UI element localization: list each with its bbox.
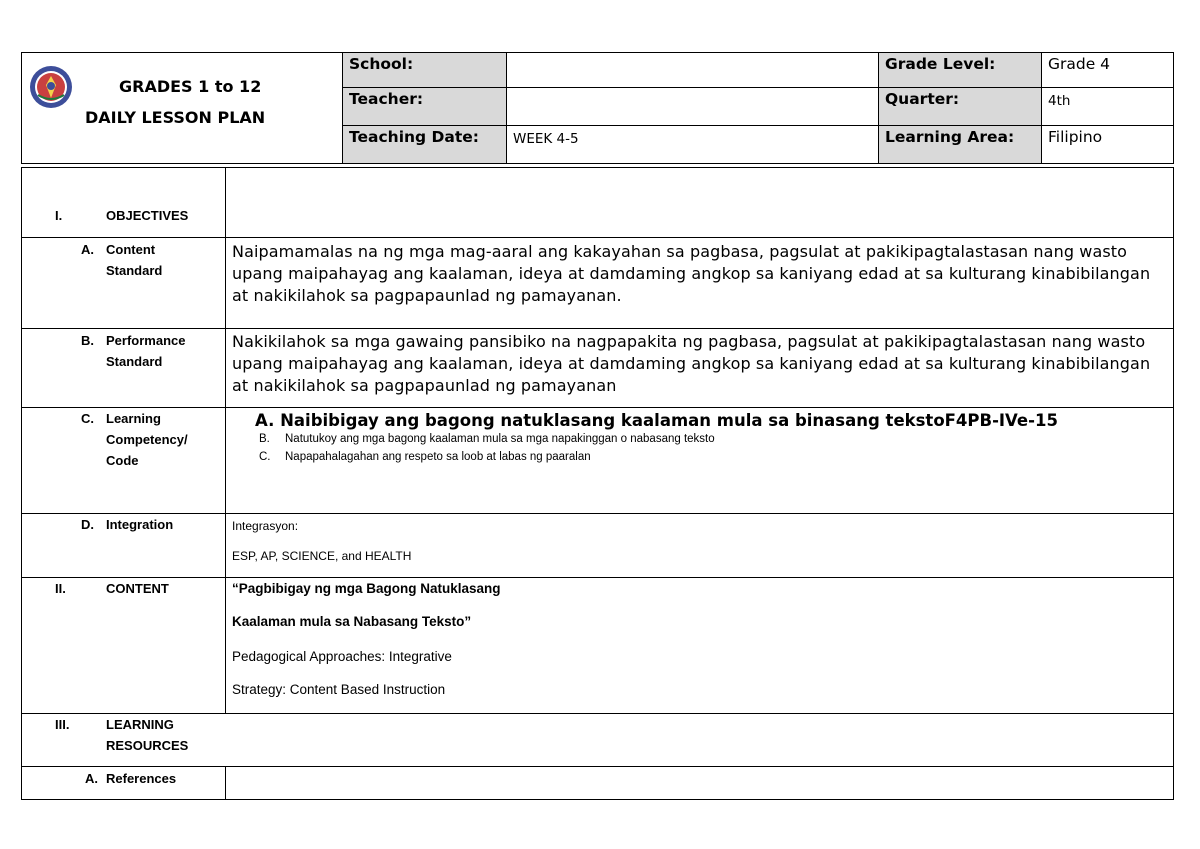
learning-resources-label-line2: RESOURCES xyxy=(106,738,189,753)
objectives-row xyxy=(22,168,1174,238)
lesson-plan-header xyxy=(21,52,1174,164)
learning-resources-label-line1: LEARNING xyxy=(106,717,174,732)
competency-item-c xyxy=(226,451,1173,463)
quarter-label: Quarter: xyxy=(879,88,1042,126)
content-standard-label xyxy=(106,239,162,281)
content-row xyxy=(22,578,1174,714)
pedagogical-approach: Pedagogical Approaches: Integrative xyxy=(232,649,452,664)
learning-competency-row xyxy=(22,408,1174,514)
content-label: CONTENT xyxy=(106,581,169,596)
learning-resources-row xyxy=(22,714,1174,767)
integration-label: Integration xyxy=(106,517,174,532)
school-value[interactable] xyxy=(507,53,879,88)
content-label-cell xyxy=(22,578,226,714)
objectives-label-cell xyxy=(22,168,226,238)
references-row xyxy=(22,767,1174,800)
references-label: References xyxy=(106,771,177,786)
learning-competency-value-cell[interactable] xyxy=(226,408,1174,514)
objectives-number: I. xyxy=(55,208,63,223)
content-standard-key: A. xyxy=(81,242,94,257)
content-standard-label-line1: Content xyxy=(106,242,156,257)
learning-area-label: Learning Area: xyxy=(879,126,1042,164)
performance-standard-label-cell xyxy=(22,329,226,408)
grade-level-label: Grade Level: xyxy=(879,53,1042,88)
header-title-line2: DAILY LESSON PLAN xyxy=(85,108,266,127)
learning-competency-key: C. xyxy=(81,411,94,426)
learning-resources-label-cell xyxy=(22,714,226,767)
quarter-value[interactable]: 4th xyxy=(1042,88,1174,126)
teacher-value[interactable] xyxy=(507,88,879,126)
performance-standard-row xyxy=(22,329,1174,408)
competency-item-a: A. Naibibigay ang bagong natuklasang kaalaman mula sa binasang tekstoF4PB-IVe-15 xyxy=(255,411,1058,430)
competency-item-b-key: B. xyxy=(259,433,270,445)
performance-standard-label-line2: Standard xyxy=(106,354,163,369)
references-label-cell xyxy=(22,767,226,800)
learning-competency-label xyxy=(106,408,188,471)
learning-competency-label-line3: Code xyxy=(106,453,139,468)
header-title-line1: GRADES 1 to 12 xyxy=(119,77,262,96)
learning-competency-label-line1: Learning xyxy=(106,411,161,426)
learning-resources-value-cell[interactable] xyxy=(226,714,1174,767)
learning-area-value[interactable]: Filipino xyxy=(1042,126,1174,164)
performance-standard-text[interactable]: Nakikilahok sa mga gawaing pansibiko na nagpapakita ng pagbasa, pagsulat at pakikipagtalastasan nang wasto upang maipahayag ang kaalaman, ideya at damdaming angkop sa kaniyang edad at sa kulturang kinabibilangan at nakikilahok sa pagpapaunlad ng pamayanan xyxy=(226,329,1174,408)
content-number: II. xyxy=(55,581,66,596)
content-standard-label-cell xyxy=(22,238,226,329)
learning-competency-label-line2: Competency/ xyxy=(106,432,188,447)
strategy: Strategy: Content Based Instruction xyxy=(232,682,446,697)
learning-resources-number: III. xyxy=(55,717,70,732)
references-value-cell[interactable] xyxy=(226,767,1174,800)
integration-label-cell xyxy=(22,514,226,578)
lesson-plan-body xyxy=(21,167,1174,800)
grade-level-value[interactable]: Grade 4 xyxy=(1042,53,1174,88)
integration-line1: Integrasyon: xyxy=(232,519,299,533)
school-label: School: xyxy=(343,53,507,88)
content-standard-label-line2: Standard xyxy=(106,263,163,278)
competency-item-c-text: Napapahalagahan ang respeto sa loob at labas ng paaralan xyxy=(285,451,591,463)
integration-key: D. xyxy=(81,517,94,532)
integration-line2: ESP, AP, SCIENCE, and HEALTH xyxy=(232,549,412,563)
header-title-cell xyxy=(22,53,343,164)
references-key: A. xyxy=(85,771,98,786)
objectives-value-cell[interactable] xyxy=(226,168,1174,238)
competency-item-c-key: C. xyxy=(259,451,271,463)
content-value-cell[interactable] xyxy=(226,578,1174,714)
learning-resources-label xyxy=(106,714,188,756)
content-standard-text[interactable]: Naipamamalas na ng mga mag-aaral ang kakayahan sa pagbasa, pagsulat at pakikipagtalastasan nang wasto upang maipahayag ang kaalaman, ideya at damdaming angkop sa kaniyang edad at sa kulturang kinabibilangan at nakikilahok sa pagpapaunlad ng pamayanan. xyxy=(226,238,1174,329)
deped-seal-icon xyxy=(29,65,73,109)
content-title-line1: “Pagbibigay ng mga Bagong Natuklasang xyxy=(232,581,501,596)
teacher-label: Teacher: xyxy=(343,88,507,126)
learning-competency-label-cell xyxy=(22,408,226,514)
teaching-date-label: Teaching Date: xyxy=(343,126,507,164)
competency-item-b xyxy=(226,433,1173,445)
performance-standard-label xyxy=(106,330,185,372)
performance-standard-key: B. xyxy=(81,333,94,348)
integration-value-cell[interactable] xyxy=(226,514,1174,578)
content-standard-row xyxy=(22,238,1174,329)
objectives-label: OBJECTIVES xyxy=(106,208,189,223)
integration-row xyxy=(22,514,1174,578)
performance-standard-label-line1: Performance xyxy=(106,333,186,348)
competency-item-b-text: Natutukoy ang mga bagong kaalaman mula sa mga napakinggan o nabasang teksto xyxy=(285,433,715,445)
teaching-date-value[interactable]: WEEK 4-5 xyxy=(507,126,879,164)
content-title-line2: Kaalaman mula sa Nabasang Teksto” xyxy=(232,614,472,629)
